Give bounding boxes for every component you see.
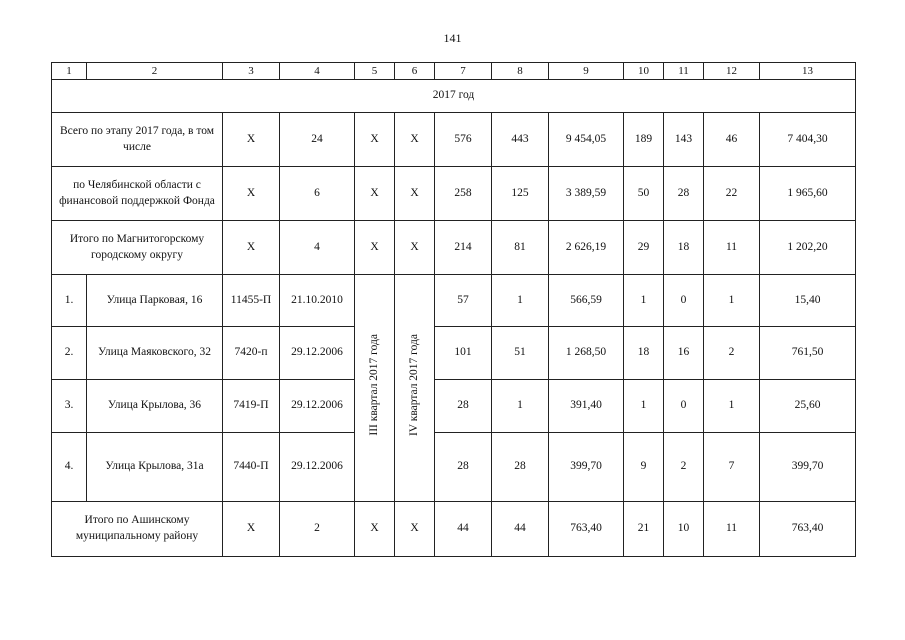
col-number: 1 bbox=[52, 63, 87, 80]
cell: 143 bbox=[664, 113, 704, 167]
cell: 24 bbox=[280, 113, 355, 167]
item-date: 21.10.2010 bbox=[280, 275, 355, 327]
cell: 3 389,59 bbox=[549, 167, 624, 221]
cell: 566,59 bbox=[549, 275, 624, 327]
cell: 28 bbox=[664, 167, 704, 221]
cell: Х bbox=[395, 113, 435, 167]
col-number: 4 bbox=[280, 63, 355, 80]
cell: Х bbox=[355, 221, 395, 275]
summary-row bbox=[52, 167, 856, 221]
cell: 576 bbox=[435, 113, 492, 167]
cell: 2 bbox=[664, 433, 704, 502]
cell: Х bbox=[223, 167, 280, 221]
cell: 18 bbox=[664, 221, 704, 275]
col-number: 9 bbox=[549, 63, 624, 80]
cell: 443 bbox=[492, 113, 549, 167]
period-col6 bbox=[395, 275, 435, 502]
cell: 1 268,50 bbox=[549, 327, 624, 380]
table-row bbox=[52, 275, 856, 327]
cell: Х bbox=[355, 502, 395, 557]
summary-row bbox=[52, 502, 856, 557]
cell: 7 bbox=[704, 433, 760, 502]
cell: 46 bbox=[704, 113, 760, 167]
cell: 2 bbox=[704, 327, 760, 380]
cell: 2 bbox=[280, 502, 355, 557]
cell: Х bbox=[355, 167, 395, 221]
col-number: 5 bbox=[355, 63, 395, 80]
col-number: 13 bbox=[760, 63, 856, 80]
item-date: 29.12.2006 bbox=[280, 380, 355, 433]
cell: 21 bbox=[624, 502, 664, 557]
item-number: 2. bbox=[52, 327, 87, 380]
item-doc: 7419-П bbox=[223, 380, 280, 433]
cell: 258 bbox=[435, 167, 492, 221]
period-col5-text: III квартал 2017 года bbox=[367, 334, 380, 437]
cell: Х bbox=[223, 502, 280, 557]
col-number: 6 bbox=[395, 63, 435, 80]
cell: 22 bbox=[704, 167, 760, 221]
cell: 57 bbox=[435, 275, 492, 327]
cell: 28 bbox=[435, 380, 492, 433]
cell: 9 bbox=[624, 433, 664, 502]
summary-row bbox=[52, 221, 856, 275]
cell: Х bbox=[395, 221, 435, 275]
cell: 763,40 bbox=[549, 502, 624, 557]
cell: 399,70 bbox=[549, 433, 624, 502]
cell: 1 965,60 bbox=[760, 167, 856, 221]
item-address: Улица Маяковского, 32 bbox=[87, 327, 223, 380]
col-number: 11 bbox=[664, 63, 704, 80]
cell: 2 626,19 bbox=[549, 221, 624, 275]
item-number: 1. bbox=[52, 275, 87, 327]
period-col5 bbox=[355, 275, 395, 502]
col-number: 10 bbox=[624, 63, 664, 80]
table-row bbox=[52, 380, 856, 433]
cell: 28 bbox=[435, 433, 492, 502]
cell: 1 bbox=[624, 380, 664, 433]
item-doc: 7440-П bbox=[223, 433, 280, 502]
cell: 1 bbox=[492, 275, 549, 327]
summary-label: Итого по Ашинскому муниципальному району bbox=[52, 502, 223, 557]
cell: 81 bbox=[492, 221, 549, 275]
cell: 0 bbox=[664, 275, 704, 327]
summary-label: Итого по Магнитогорскому городскому округу bbox=[52, 221, 223, 275]
period-col6-text: IV квартал 2017 года bbox=[407, 334, 420, 437]
cell: 7 404,30 bbox=[760, 113, 856, 167]
summary-row bbox=[52, 113, 856, 167]
item-doc: 7420-п bbox=[223, 327, 280, 380]
cell: 44 bbox=[435, 502, 492, 557]
cell: 0 bbox=[664, 380, 704, 433]
cell: 25,60 bbox=[760, 380, 856, 433]
cell: 1 bbox=[492, 380, 549, 433]
cell: Х bbox=[355, 113, 395, 167]
item-number: 4. bbox=[52, 433, 87, 502]
cell: 9 454,05 bbox=[549, 113, 624, 167]
cell: Х bbox=[223, 113, 280, 167]
year-header: 2017 год bbox=[52, 80, 856, 113]
cell: 125 bbox=[492, 167, 549, 221]
cell: 761,50 bbox=[760, 327, 856, 380]
cell: 50 bbox=[624, 167, 664, 221]
page-number: 141 bbox=[443, 31, 462, 45]
table-row bbox=[52, 327, 856, 380]
cell: 18 bbox=[624, 327, 664, 380]
cell: 1 bbox=[704, 380, 760, 433]
cell: 29 bbox=[624, 221, 664, 275]
summary-label: Всего по этапу 2017 года, в том числе bbox=[52, 113, 223, 167]
column-number-row bbox=[52, 63, 856, 80]
cell: 391,40 bbox=[549, 380, 624, 433]
item-doc: 11455-П bbox=[223, 275, 280, 327]
cell: 189 bbox=[624, 113, 664, 167]
item-date: 29.12.2006 bbox=[280, 433, 355, 502]
item-number: 3. bbox=[52, 380, 87, 433]
cell: 1 bbox=[704, 275, 760, 327]
col-number: 8 bbox=[492, 63, 549, 80]
cell: 28 bbox=[492, 433, 549, 502]
year-header-row bbox=[52, 80, 856, 113]
cell: 1 202,20 bbox=[760, 221, 856, 275]
cell: 763,40 bbox=[760, 502, 856, 557]
col-number: 3 bbox=[223, 63, 280, 80]
item-address: Улица Парковая, 16 bbox=[87, 275, 223, 327]
cell: 15,40 bbox=[760, 275, 856, 327]
item-date: 29.12.2006 bbox=[280, 327, 355, 380]
summary-label: по Челябинской области с финансовой поддержкой Фонда bbox=[52, 167, 223, 221]
cell: Х bbox=[223, 221, 280, 275]
cell: 214 bbox=[435, 221, 492, 275]
cell: 44 bbox=[492, 502, 549, 557]
item-address: Улица Крылова, 31а bbox=[87, 433, 223, 502]
cell: 10 bbox=[664, 502, 704, 557]
cell: 399,70 bbox=[760, 433, 856, 502]
item-address: Улица Крылова, 36 bbox=[87, 380, 223, 433]
housing-table bbox=[51, 62, 856, 557]
cell: 1 bbox=[624, 275, 664, 327]
cell: 16 bbox=[664, 327, 704, 380]
col-number: 7 bbox=[435, 63, 492, 80]
col-number: 12 bbox=[704, 63, 760, 80]
cell: 101 bbox=[435, 327, 492, 380]
cell: 6 bbox=[280, 167, 355, 221]
cell: 11 bbox=[704, 221, 760, 275]
cell: 4 bbox=[280, 221, 355, 275]
cell: 51 bbox=[492, 327, 549, 380]
cell: 11 bbox=[704, 502, 760, 557]
table-row bbox=[52, 433, 856, 502]
cell: Х bbox=[395, 167, 435, 221]
cell: Х bbox=[395, 502, 435, 557]
col-number: 2 bbox=[87, 63, 223, 80]
